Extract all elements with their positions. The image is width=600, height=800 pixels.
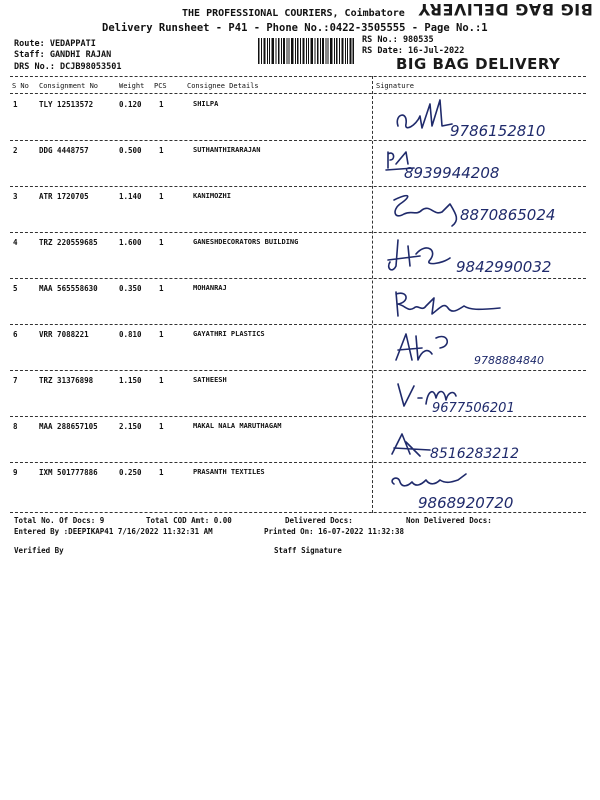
row-divider: [10, 186, 586, 187]
row-consignment: IXM 501777886: [39, 468, 98, 477]
staff-signature: Staff Signature: [274, 546, 342, 555]
total-cod: Total COD Amt: 0.00: [146, 516, 232, 525]
row-weight: 0.500: [119, 146, 142, 155]
row-pcs: 1: [159, 468, 164, 477]
col-header-consignee: Consignee Details: [187, 82, 259, 90]
col-header-weight: Weight: [119, 82, 145, 90]
route-label: Route: VEDAPPATI: [14, 39, 96, 49]
table-header-rule: [10, 93, 586, 94]
row-pcs: 1: [159, 100, 164, 109]
signature-2: [384, 146, 584, 186]
row-consignee: PRASANTH TEXTILES: [193, 468, 265, 476]
col-header-signature: Signature: [376, 82, 414, 90]
verified-by: Verified By: [14, 546, 64, 555]
stamp-upside-down: BIG BAG DELIVERY: [418, 0, 593, 19]
company-title: THE PROFESSIONAL COURIERS, Coimbatore: [182, 8, 405, 19]
row-sno: 9: [13, 468, 18, 477]
rs-number: RS No.: 980535: [362, 35, 434, 45]
row-consignment: DDG 4448757: [39, 146, 89, 155]
signature-1: [392, 96, 592, 140]
row-weight: 0.250: [119, 468, 142, 477]
signature-5: [392, 288, 512, 324]
delivered-docs: Delivered Docs:: [285, 516, 353, 525]
svg-text:8516283212: 8516283212: [430, 446, 520, 462]
row-consignee: SHILPA: [193, 100, 219, 108]
row-pcs: 1: [159, 330, 164, 339]
signature-4: [386, 236, 592, 280]
row-sno: 8: [13, 422, 18, 431]
row-divider: [10, 140, 586, 141]
signature-3: [390, 190, 590, 232]
row-consignee: KANIMOZHI: [193, 192, 231, 200]
svg-text:9677506201: 9677506201: [432, 401, 515, 416]
row-weight: 2.150: [119, 422, 142, 431]
row-pcs: 1: [159, 238, 164, 247]
row-pcs: 1: [159, 376, 164, 385]
signature-9: [388, 470, 592, 514]
signature-7: [394, 378, 594, 418]
barcode-image: [258, 38, 354, 64]
row-sno: 5: [13, 284, 18, 293]
total-docs: Total No. Of Docs: 9: [14, 516, 105, 525]
row-consignment: ATR 1720705: [39, 192, 89, 201]
entered-by: Entered By :DEEPIKAP41 7/16/2022 11:32:31 AM: [14, 527, 213, 536]
svg-text:9786152810: 9786152810: [450, 122, 546, 140]
printed-on: Printed On: 16-07-2022 11:32:38: [264, 527, 404, 536]
signature-column-divider: [372, 76, 373, 513]
row-weight: 0.350: [119, 284, 142, 293]
row-pcs: 1: [159, 422, 164, 431]
row-sno: 4: [13, 238, 18, 247]
row-consignment: TRZ 31376898: [39, 376, 94, 385]
row-pcs: 1: [159, 284, 164, 293]
row-consignment: MAA 565558630: [39, 284, 98, 293]
row-sno: 6: [13, 330, 18, 339]
row-consignee: SATHEESH: [193, 376, 227, 384]
col-header-consignment: Consignment No: [39, 82, 99, 90]
big-bag-delivery-stamp: BIG BAG DELIVERY: [396, 55, 561, 73]
row-sno: 3: [13, 192, 18, 201]
row-consignment: MAA 288657105: [39, 422, 98, 431]
row-sno: 7: [13, 376, 18, 385]
row-consignee: MAKAL NALA MARUTHAGAM: [193, 422, 282, 430]
row-consignee: SUTHANTHIRARAJAN: [193, 146, 261, 154]
non-delivered-docs: Non Delivered Docs:: [406, 516, 492, 525]
svg-text:8870865024: 8870865024: [460, 206, 556, 224]
row-weight: 0.120: [119, 100, 142, 109]
row-weight: 1.600: [119, 238, 142, 247]
col-header-sno: S No: [12, 82, 29, 90]
staff-label: Staff: GANDHI RAJAN: [14, 50, 112, 60]
signature-6: [392, 330, 592, 372]
row-consignment: TRZ 220559685: [39, 238, 98, 247]
row-divider: [10, 324, 586, 325]
row-weight: 1.150: [119, 376, 142, 385]
row-consignee: GAYATHRI PLASTICS: [193, 330, 265, 338]
row-consignee: MOHANRAJ: [193, 284, 227, 292]
row-sno: 2: [13, 146, 18, 155]
row-sno: 1: [13, 100, 18, 109]
row-divider: [10, 232, 586, 233]
signature-8: [390, 426, 590, 466]
row-weight: 1.140: [119, 192, 142, 201]
drs-number: DRS No.: DCJB98053501: [14, 62, 122, 72]
row-pcs: 1: [159, 146, 164, 155]
col-header-pcs: PCS: [154, 82, 167, 90]
svg-text:9788884840: 9788884840: [474, 354, 544, 367]
row-consignment: TLY 12513572: [39, 100, 94, 109]
svg-text:8939944208: 8939944208: [404, 164, 500, 182]
table-top-rule: [10, 76, 586, 77]
svg-text:9868920720: 9868920720: [418, 494, 514, 512]
runsheet-subtitle: Delivery Runsheet - P41 - Phone No.:0422-3505555 - Page No.:1: [102, 22, 488, 34]
row-consignee: GANESHDECORATORS BUILDING: [193, 238, 299, 246]
rs-date: RS Date: 16-Jul-2022: [362, 46, 465, 56]
row-pcs: 1: [159, 192, 164, 201]
row-consignment: VRR 7088221: [39, 330, 89, 339]
row-weight: 0.810: [119, 330, 142, 339]
svg-text:9842990032: 9842990032: [456, 258, 552, 276]
